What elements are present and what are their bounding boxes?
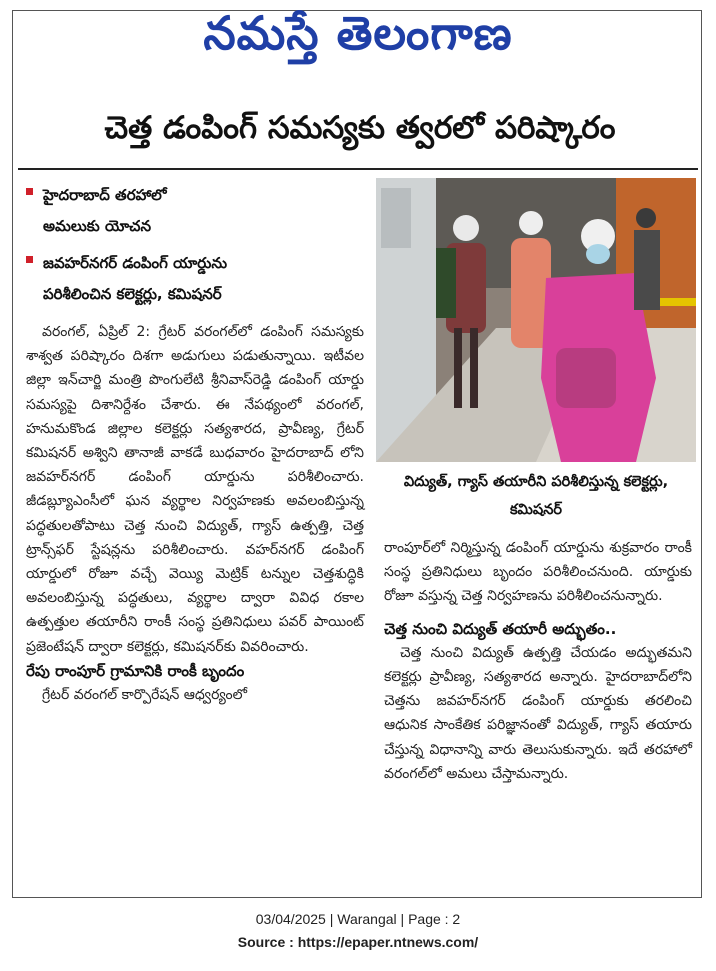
page-footer: [0, 908, 716, 954]
body-paragraph: వరంగల్, ఏప్రిల్ 2: గ్రేటర్ వరంగల్‌లో డంపింగ్ సమస్యకు శాశ్వత పరిష్కారం దిశగా అడుగులు పడుతున్నాయి. ఇటీవల జిల్లా ఇన్‌చార్జి మంత్రి పొంగులేటి శ్రీనివాస్‌రెడ్డి డంపింగ్ యార్డు సమస్యపై దిశానిర్దేశం చేశారు. ఈ నేపథ్యంలో వరంగల్, హనుమకొండ జిల్లాల కలెక్టర్లు సత్యశారద, ప్రావీణ్య, గ్రేటర్ కమిషనర్ అశ్విని తానాజీ వాకడే బుధవారం హైదరాబాద్ లోని జవహర్‌నగర్ డంపింగ్ యార్డును పరిశీలించారు. జీడబ్ల్యూఎంసీలో ఘన వ్యర్థాల నిర్వహణకు అవలంబిస్తున్న పద్ధతులతోపాటు చెత్త నుంచి విద్యుత్, గ్యాస్ ఉత్పత్తి, చెత్త ట్రాన్స్‌ఫర్ స్టేషన్లను పరిశీలించారు. వహర్‌నగర్ డంపింగ్ యార్డులో రోజూ వచ్చే వెయ్యి మెట్రిక్ టన్నుల చెత్తశుద్ధికి అవలంబిస్తున్న పద్ధతులు, వ్యర్థాల ద్వారా వివిధ రకాల ఉత్పత్తుల తయారీని రాంకీ సంస్థ ప్రతినిధులు పవర్ పాయింట్ ప్రజెంటేషన్ ద్వారా కలెక్టర్లు, కమిషనర్‌కు వివరించారు.: [26, 324, 364, 655]
highlight-item: [26, 248, 366, 310]
photo-caption: విద్యుత్, గ్యాస్ తయారీని పరిశీలిస్తున్న కలెక్టర్లు, కమిషనర్: [403, 474, 669, 518]
bullet-square-icon: [26, 256, 33, 263]
source-link[interactable]: Source : https://epaper.ntnews.com/: [237, 934, 479, 950]
highlight-line: హైదరాబాద్ తరహాలో: [43, 186, 167, 204]
photo-illustration: [376, 178, 696, 462]
body-paragraph: గ్రేటర్ వరంగల్ కార్పొరేషన్ ఆధ్వర్యంలో: [42, 687, 247, 704]
highlight-line: పరిశీలించిన కలెక్టర్లు, కమిషనర్: [43, 285, 222, 303]
body-paragraph: చెత్త నుంచి విద్యుత్ ఉత్పత్తి చేయడం అద్భుతమని కలెక్టర్లు ప్రావీణ్య, సత్యశారద అన్నారు. హైదరాబాద్‌లోని చెత్తను జవహర్‌నగర్ డంపింగ్ యార్డుకు తరలించి ఆధునిక సాంకేతిక పరిజ్ఞానంతో విద్యుత్, గ్యాస్ తయారు చేస్తున్న విధానాన్ని వారు తెలుసుకున్నారు. ఇదే తరహాలో వరంగల్‌లో అమలు చేస్తామన్నారు.: [384, 644, 692, 782]
subheading: రేపు రాంపూర్ గ్రామానికి రాంకీ బృందం: [26, 661, 245, 680]
bullet-square-icon: [26, 188, 33, 195]
highlight-line: జవహర్‌నగర్ డంపింగ్ యార్డును: [43, 254, 228, 272]
edition-info: 03/04/2025 | Warangal | Page : 2: [255, 911, 461, 927]
body-paragraph: రాంపూర్‌లో నిర్మిస్తున్న డంపింగ్ యార్డును శుక్రవారం రాంకీ సంస్థ ప్రతినిధులు బృందం పరిశీలించనుంది. యార్డుకు రోజూ వస్తున్న చెత్త నిర్వహణను పరిశీలించనున్నారు.: [384, 540, 692, 605]
news-photo: [376, 178, 696, 462]
left-column: [26, 320, 364, 707]
highlight-line: అమలుకు యోచన: [43, 217, 151, 235]
subheading: చెత్త నుంచి విద్యుత్ తయారీ అద్భుతం..: [384, 619, 617, 638]
right-column: [384, 536, 692, 786]
headline-divider: [18, 168, 698, 170]
highlight-item: [26, 180, 366, 242]
headline: చెత్త డంపింగ్ సమస్యకు త్వరలో పరిష్కారం: [104, 110, 616, 146]
masthead-logo: నమస్తే తెలంగాణ: [203, 6, 513, 60]
highlights: [26, 180, 366, 316]
